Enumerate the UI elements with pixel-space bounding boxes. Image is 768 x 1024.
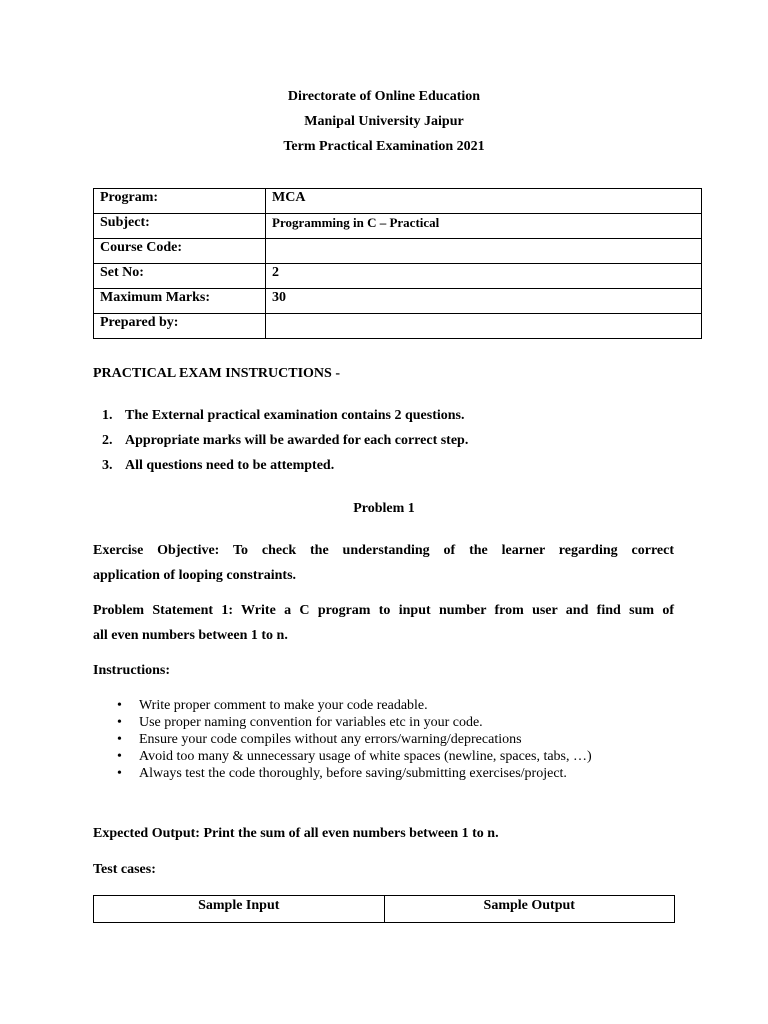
info-row-program — [94, 189, 702, 214]
expected-output: Expected Output: Print the sum of all even numbers between 1 to n. — [93, 826, 499, 841]
list-item: • Always test the code thoroughly, before saving/submitting exercises/project. — [117, 765, 592, 782]
list-item: • Avoid too many & unnecessary usage of white spaces (newline, spaces, tabs, …) — [117, 748, 592, 765]
header-exam-title: Term Practical Examination 2021 — [283, 139, 485, 154]
info-table — [93, 188, 702, 339]
instruction-text: Appropriate marks will be awarded for each correct step. — [125, 433, 469, 448]
problem-title: Problem 1 — [353, 501, 415, 516]
info-value: MCA — [266, 189, 702, 214]
list-item: • Use proper naming convention for variables etc in your code. — [117, 714, 592, 731]
instructions-subheading: Instructions: — [93, 663, 171, 678]
instruction-text: The External practical examination contains 2 questions. — [125, 408, 465, 423]
info-value — [266, 239, 702, 264]
header-directorate: Directorate of Online Education — [287, 89, 481, 104]
exercise-objective-line1: Exercise Objective: To check the understanding of the learner regarding correct — [93, 543, 674, 558]
instruction-text: All questions need to be attempted. — [125, 458, 335, 473]
info-label: Program: — [94, 189, 266, 214]
list-item: • Write proper comment to make your code readable. — [117, 697, 592, 714]
guidelines-list — [117, 697, 592, 782]
instructions-heading: PRACTICAL EXAM INSTRUCTIONS - — [93, 366, 340, 381]
column-header-sample-output: Sample Output — [384, 896, 675, 923]
info-value: 2 — [266, 264, 702, 289]
info-label: Maximum Marks: — [94, 289, 266, 314]
table-row — [94, 896, 675, 923]
instruction-item — [102, 458, 334, 474]
info-label: Prepared by: — [94, 314, 266, 339]
info-row-prepared-by — [94, 314, 702, 339]
instruction-number: 2. — [102, 433, 113, 448]
problem-statement-line2: all even numbers between 1 to n. — [93, 628, 288, 643]
info-label: Subject: — [94, 214, 266, 239]
header-university: Manipal University Jaipur — [304, 114, 464, 129]
info-value: 30 — [266, 289, 702, 314]
info-row-subject — [94, 214, 702, 239]
info-label: Course Code: — [94, 239, 266, 264]
test-cases-table — [93, 895, 675, 923]
info-value: Programming in C – Practical — [266, 214, 702, 239]
info-row-course-code — [94, 239, 702, 264]
problem-statement-line1: Problem Statement 1: Write a C program to input number from user and find sum of — [93, 603, 674, 618]
instruction-number: 1. — [102, 408, 113, 423]
instruction-item — [102, 433, 468, 449]
info-row-set-no — [94, 264, 702, 289]
info-value — [266, 314, 702, 339]
info-label: Set No: — [94, 264, 266, 289]
info-row-max-marks — [94, 289, 702, 314]
list-item: • Ensure your code compiles without any errors/warning/deprecations — [117, 731, 592, 748]
column-header-sample-input: Sample Input — [94, 896, 385, 923]
exercise-objective-line2: application of looping constraints. — [93, 568, 297, 583]
test-cases-heading: Test cases: — [93, 862, 156, 877]
instruction-item — [102, 408, 465, 424]
instruction-number: 3. — [102, 458, 113, 473]
